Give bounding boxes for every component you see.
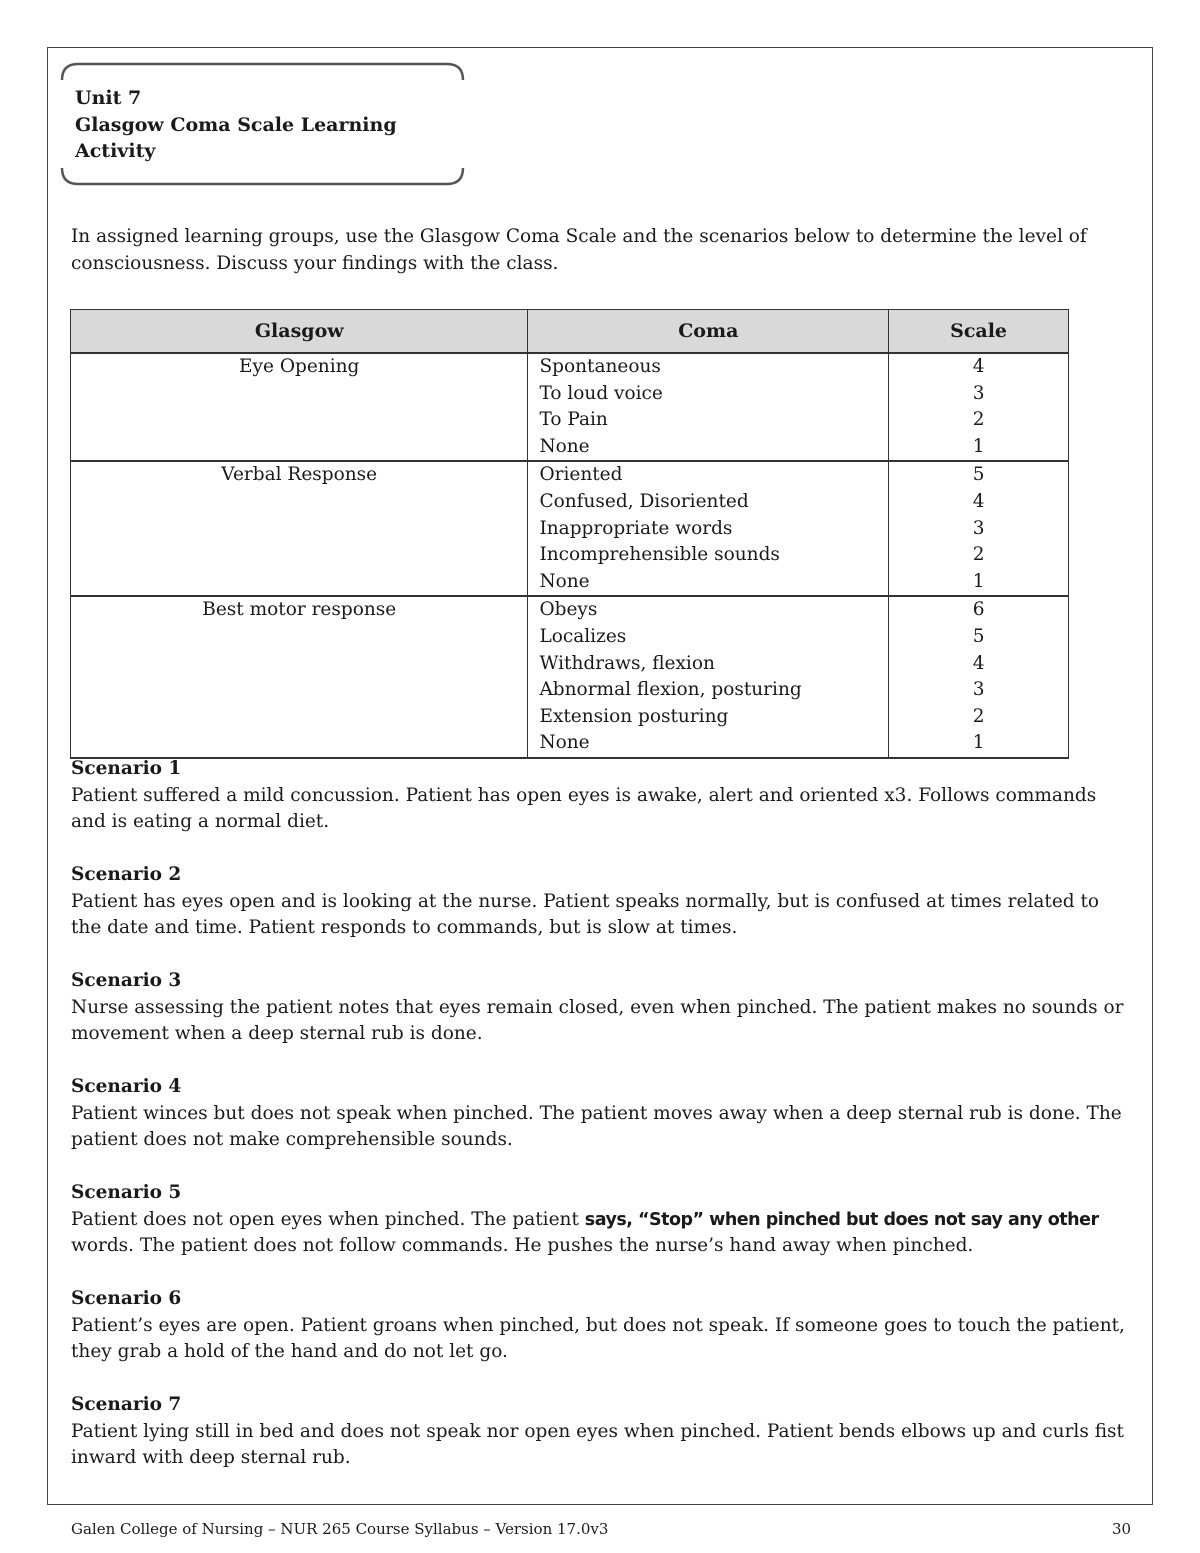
scenario-5 <box>71 1180 1131 1260</box>
title-line-2: Glasgow Coma Scale Learning <box>75 113 397 136</box>
title-line-3: Activity <box>75 140 156 162</box>
scenario-text: Nurse assessing the patient notes that eyes remain closed, even when pinched. The patient makes no sounds or movement when a deep sternal rub is done. <box>71 996 1124 1044</box>
score-item: 1 <box>972 435 985 457</box>
category-verbal-response: Verbal Response <box>71 461 528 596</box>
category-motor-response: Best motor response <box>71 596 528 758</box>
score-item: 4 <box>972 652 985 674</box>
response-item: Confused, Disoriented <box>539 490 749 512</box>
score-item: 2 <box>972 705 985 727</box>
scores-eye-opening <box>889 353 1069 461</box>
header-glasgow: Glasgow <box>71 310 528 354</box>
category-eye-opening: Eye Opening <box>71 353 528 461</box>
footer-course-info: Galen College of Nursing – NUR 265 Course Syllabus – Version 17.0v3 <box>71 1520 609 1538</box>
scenario-text-emphasis: says, “Stop” when pinched but does not say any other <box>584 1209 1099 1230</box>
scores-verbal <box>889 461 1069 596</box>
response-item: Localizes <box>539 625 627 647</box>
responses-motor <box>528 596 889 758</box>
score-item: 3 <box>972 517 985 539</box>
response-item: Abnormal flexion, posturing <box>539 679 802 701</box>
scenario-list <box>71 756 1131 1498</box>
scenario-text: Patient suffered a mild concussion. Patient has open eyes is awake, alert and oriented x3. Follows commands and is eating a normal diet. <box>71 784 1097 832</box>
scenario-text-part: words. The patient does not follow commands. He pushes the nurse’s hand away when pinched. <box>71 1235 974 1256</box>
response-item: None <box>539 570 590 592</box>
scenario-text <box>71 1207 1131 1260</box>
response-item: Incomprehensible sounds <box>539 544 780 566</box>
scenario-text: Patient lying still in bed and does not speak nor open eyes when pinched. Patient bends elbows up and curls fist inward with deep sternal rub. <box>71 1420 1124 1468</box>
title-line-1: Unit 7 <box>75 87 142 109</box>
response-item: Obeys <box>539 599 598 621</box>
scores-motor <box>889 596 1069 758</box>
score-item: 2 <box>972 544 985 566</box>
scenario-title: Scenario 2 <box>71 864 182 885</box>
scenario-title: Scenario 3 <box>71 970 182 991</box>
score-item: 4 <box>972 490 985 512</box>
response-item: Inappropriate words <box>539 517 733 539</box>
response-item: To loud voice <box>539 382 663 404</box>
response-item: None <box>539 435 590 457</box>
response-item: Oriented <box>539 464 623 486</box>
response-item: None <box>539 732 590 754</box>
scenario-title: Scenario 6 <box>71 1288 182 1309</box>
table-row-eye-opening <box>71 353 1069 461</box>
scenario-3 <box>71 968 1131 1048</box>
scenario-text: Patient’s eyes are open. Patient groans when pinched, but does not speak. If someone goes to touch the patient, they grab a hold of the hand and do not let go. <box>71 1314 1125 1362</box>
table-row-motor-response <box>71 596 1069 758</box>
score-item: 3 <box>972 382 985 404</box>
scenario-text: Patient winces but does not speak when pinched. The patient moves away when a deep sternal rub is done. The patient does not make comprehensible sounds. <box>71 1102 1122 1150</box>
page-title <box>75 85 397 165</box>
score-item: 1 <box>972 732 985 754</box>
scenario-7 <box>71 1392 1131 1472</box>
scenario-text: Patient has eyes open and is looking at the nurse. Patient speaks normally, but is confused at times related to the date and time. Patient responds to commands, but is slow at times. <box>71 890 1100 938</box>
responses-eye-opening <box>528 353 889 461</box>
score-item: 1 <box>972 570 985 592</box>
score-item: 5 <box>972 625 985 647</box>
scenario-title: Scenario 1 <box>71 758 182 779</box>
score-item: 5 <box>972 464 985 486</box>
scenario-6 <box>71 1286 1131 1366</box>
score-item: 3 <box>972 679 985 701</box>
score-item: 2 <box>972 409 985 431</box>
score-item: 4 <box>972 356 985 377</box>
response-item: To Pain <box>539 409 608 431</box>
scenario-title: Scenario 4 <box>71 1076 182 1097</box>
table-row-verbal-response <box>71 461 1069 596</box>
scenario-title: Scenario 7 <box>71 1394 182 1415</box>
score-item: 6 <box>972 599 985 621</box>
scenario-2 <box>71 862 1131 942</box>
response-item: Spontaneous <box>539 356 661 377</box>
scenario-4 <box>71 1074 1131 1154</box>
scenario-text-part: Patient does not open eyes when pinched. The patient <box>71 1208 585 1230</box>
scenario-1 <box>71 756 1131 836</box>
table-header-row <box>71 310 1069 354</box>
header-scale: Scale <box>889 310 1069 354</box>
scenario-title: Scenario 5 <box>71 1182 182 1203</box>
header-coma: Coma <box>528 310 889 354</box>
glasgow-coma-scale-table <box>70 309 1069 759</box>
responses-verbal <box>528 461 889 596</box>
response-item: Withdraws, flexion <box>539 652 715 674</box>
intro-paragraph: In assigned learning groups, use the Glasgow Coma Scale and the scenarios below to determine the level of consciousness. Discuss your findings with the class. <box>71 226 1087 274</box>
footer-page-number: 30 <box>1112 1520 1132 1538</box>
response-item: Extension posturing <box>539 705 729 727</box>
